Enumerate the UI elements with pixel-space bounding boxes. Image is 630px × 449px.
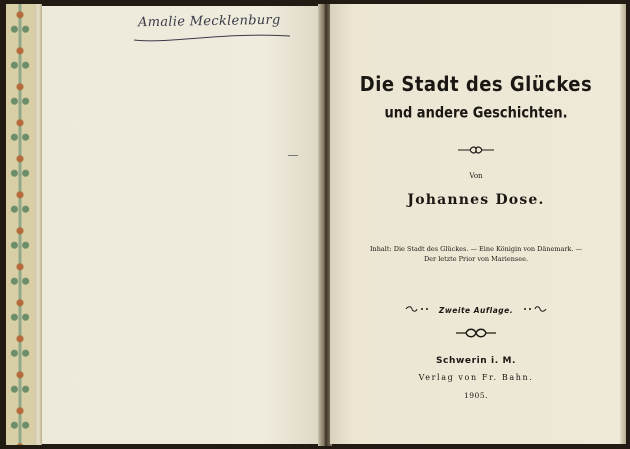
edition-ornament-right-icon [518, 305, 548, 313]
decorative-endpaper [6, 4, 35, 445]
owner-signature: Amalie Mecklenburg [137, 12, 281, 31]
signature-flourish [130, 30, 300, 46]
pencil-mark [288, 155, 298, 156]
book-subtitle: und andere Geschichten. [384, 104, 568, 123]
edition-ornament-left-icon [404, 305, 434, 313]
ornament-divider-bottom [330, 324, 622, 343]
left-flyleaf-page [42, 6, 322, 444]
ornament-divider-top [330, 140, 622, 159]
edition-line [330, 298, 622, 315]
ornament-icon [454, 327, 498, 339]
publisher-name: Verlag von Fr. Bahn. [418, 373, 534, 382]
contents-line-1: Inhalt: Die Stadt des Glückes. — Eine Königin von Dänemark. — [369, 245, 583, 253]
book-title: Die Stadt des Glückes [359, 72, 593, 97]
book-hinge [34, 4, 42, 445]
author-name: Johannes Dose. [407, 192, 545, 208]
ornament-icon [456, 145, 496, 155]
publication-place: Schwerin i. M. [435, 356, 517, 366]
edition-label: Zweite Auflage. [438, 306, 514, 315]
contents-list [330, 244, 622, 264]
by-label: Von [469, 172, 483, 180]
publication-year: 1905. [464, 391, 488, 400]
contents-line-2: Der letzte Prior von Mariensee. [423, 255, 529, 263]
